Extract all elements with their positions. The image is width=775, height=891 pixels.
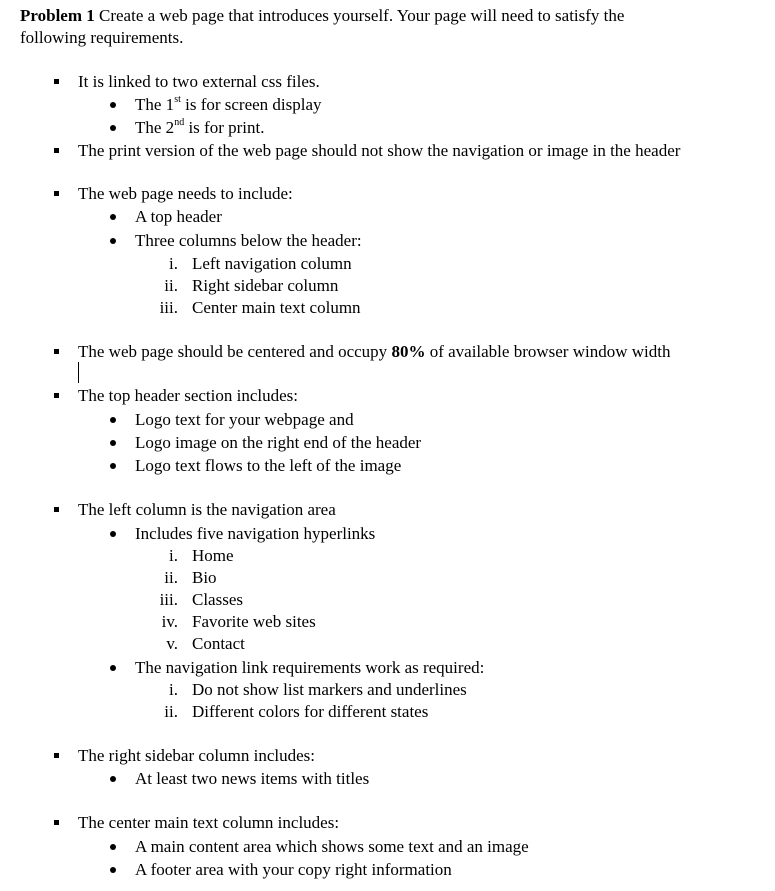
css-print-pre: The 2: [135, 118, 175, 137]
req-nav-requirements: The navigation link requirements work as required:: [135, 658, 485, 677]
center-sub-item: A main content area which shows some text and an image: [135, 837, 529, 856]
round-bullet-icon: [110, 776, 116, 782]
problem-text-line1: Create a web page that introduces yourself. Your page will need to satisfy the: [99, 6, 625, 25]
centered-bold: 80%: [391, 342, 426, 361]
req-top-header: A top header: [135, 207, 222, 226]
req-news-items: At least two news items with titles: [135, 769, 370, 788]
req-centered: [78, 341, 670, 363]
req-css-files: It is linked to two external css files.: [78, 72, 320, 91]
round-bullet-icon: [110, 867, 116, 873]
req-include: The web page needs to include:: [78, 184, 293, 203]
centered-post: of available browser window width: [425, 342, 671, 361]
problem-heading: [20, 5, 624, 27]
square-bullet-icon: [54, 820, 59, 825]
req-print-version: The print version of the web page should not show the navigation or image in the header: [78, 141, 681, 160]
square-bullet-icon: [54, 507, 59, 512]
css-screen-post: is for screen display: [180, 95, 322, 114]
nav-link-item: Classes: [192, 590, 243, 609]
list-marker: iii.: [159, 298, 178, 317]
problem-text-line2: following requirements.: [20, 28, 184, 47]
round-bullet-icon: [110, 102, 116, 108]
round-bullet-icon: [110, 417, 116, 423]
nav-req-item: Different colors for different states: [192, 702, 429, 721]
square-bullet-icon: [54, 349, 59, 354]
round-bullet-icon: [110, 238, 116, 244]
round-bullet-icon: [110, 440, 116, 446]
req-three-columns: Three columns below the header:: [135, 231, 362, 250]
list-marker: iv.: [161, 612, 178, 631]
req-css-print: [135, 117, 264, 139]
round-bullet-icon: [110, 463, 116, 469]
column-item: Right sidebar column: [192, 276, 339, 295]
req-right-sidebar: The right sidebar column includes:: [78, 746, 315, 765]
css-print-post: is for print.: [184, 118, 265, 137]
center-sub-item: A footer area with your copy right information: [135, 860, 452, 879]
list-marker: i.: [169, 254, 178, 273]
header-sub-item: Logo text flows to the left of the image: [135, 456, 402, 475]
list-marker: i.: [169, 680, 178, 699]
problem-label: Problem 1: [20, 6, 95, 25]
list-marker: ii.: [164, 702, 178, 721]
header-sub-item: Logo text for your webpage and: [135, 410, 354, 429]
round-bullet-icon: [110, 665, 116, 671]
column-item: Center main text column: [192, 298, 361, 317]
nav-link-item: Home: [192, 546, 234, 565]
css-print-sup: nd: [174, 117, 185, 129]
square-bullet-icon: [54, 753, 59, 758]
list-marker: i.: [169, 546, 178, 565]
square-bullet-icon: [54, 148, 59, 153]
column-item: Left navigation column: [192, 254, 352, 273]
square-bullet-icon: [54, 393, 59, 398]
nav-link-item: Bio: [192, 568, 217, 587]
square-bullet-icon: [54, 79, 59, 84]
req-header-section: The top header section includes:: [78, 386, 298, 405]
nav-req-item: Do not show list markers and underlines: [192, 680, 467, 699]
round-bullet-icon: [110, 214, 116, 220]
req-left-column: The left column is the navigation area: [78, 500, 336, 519]
text-cursor: [78, 362, 79, 383]
list-marker: iii.: [159, 590, 178, 609]
nav-link-item: Favorite web sites: [192, 612, 316, 631]
list-marker: ii.: [164, 276, 178, 295]
req-nav-links: Includes five navigation hyperlinks: [135, 524, 376, 543]
centered-pre: The web page should be centered and occupy: [78, 342, 392, 361]
nav-link-item: Contact: [192, 634, 245, 653]
css-screen-pre: The 1: [135, 95, 175, 114]
req-css-screen: [135, 94, 322, 116]
square-bullet-icon: [54, 191, 59, 196]
css-screen-sup: st: [174, 94, 181, 106]
req-center-column: The center main text column includes:: [78, 813, 340, 832]
header-sub-item: Logo image on the right end of the header: [135, 433, 422, 452]
round-bullet-icon: [110, 531, 116, 537]
list-marker: ii.: [164, 568, 178, 587]
round-bullet-icon: [110, 844, 116, 850]
list-marker: v.: [166, 634, 178, 653]
round-bullet-icon: [110, 125, 116, 131]
